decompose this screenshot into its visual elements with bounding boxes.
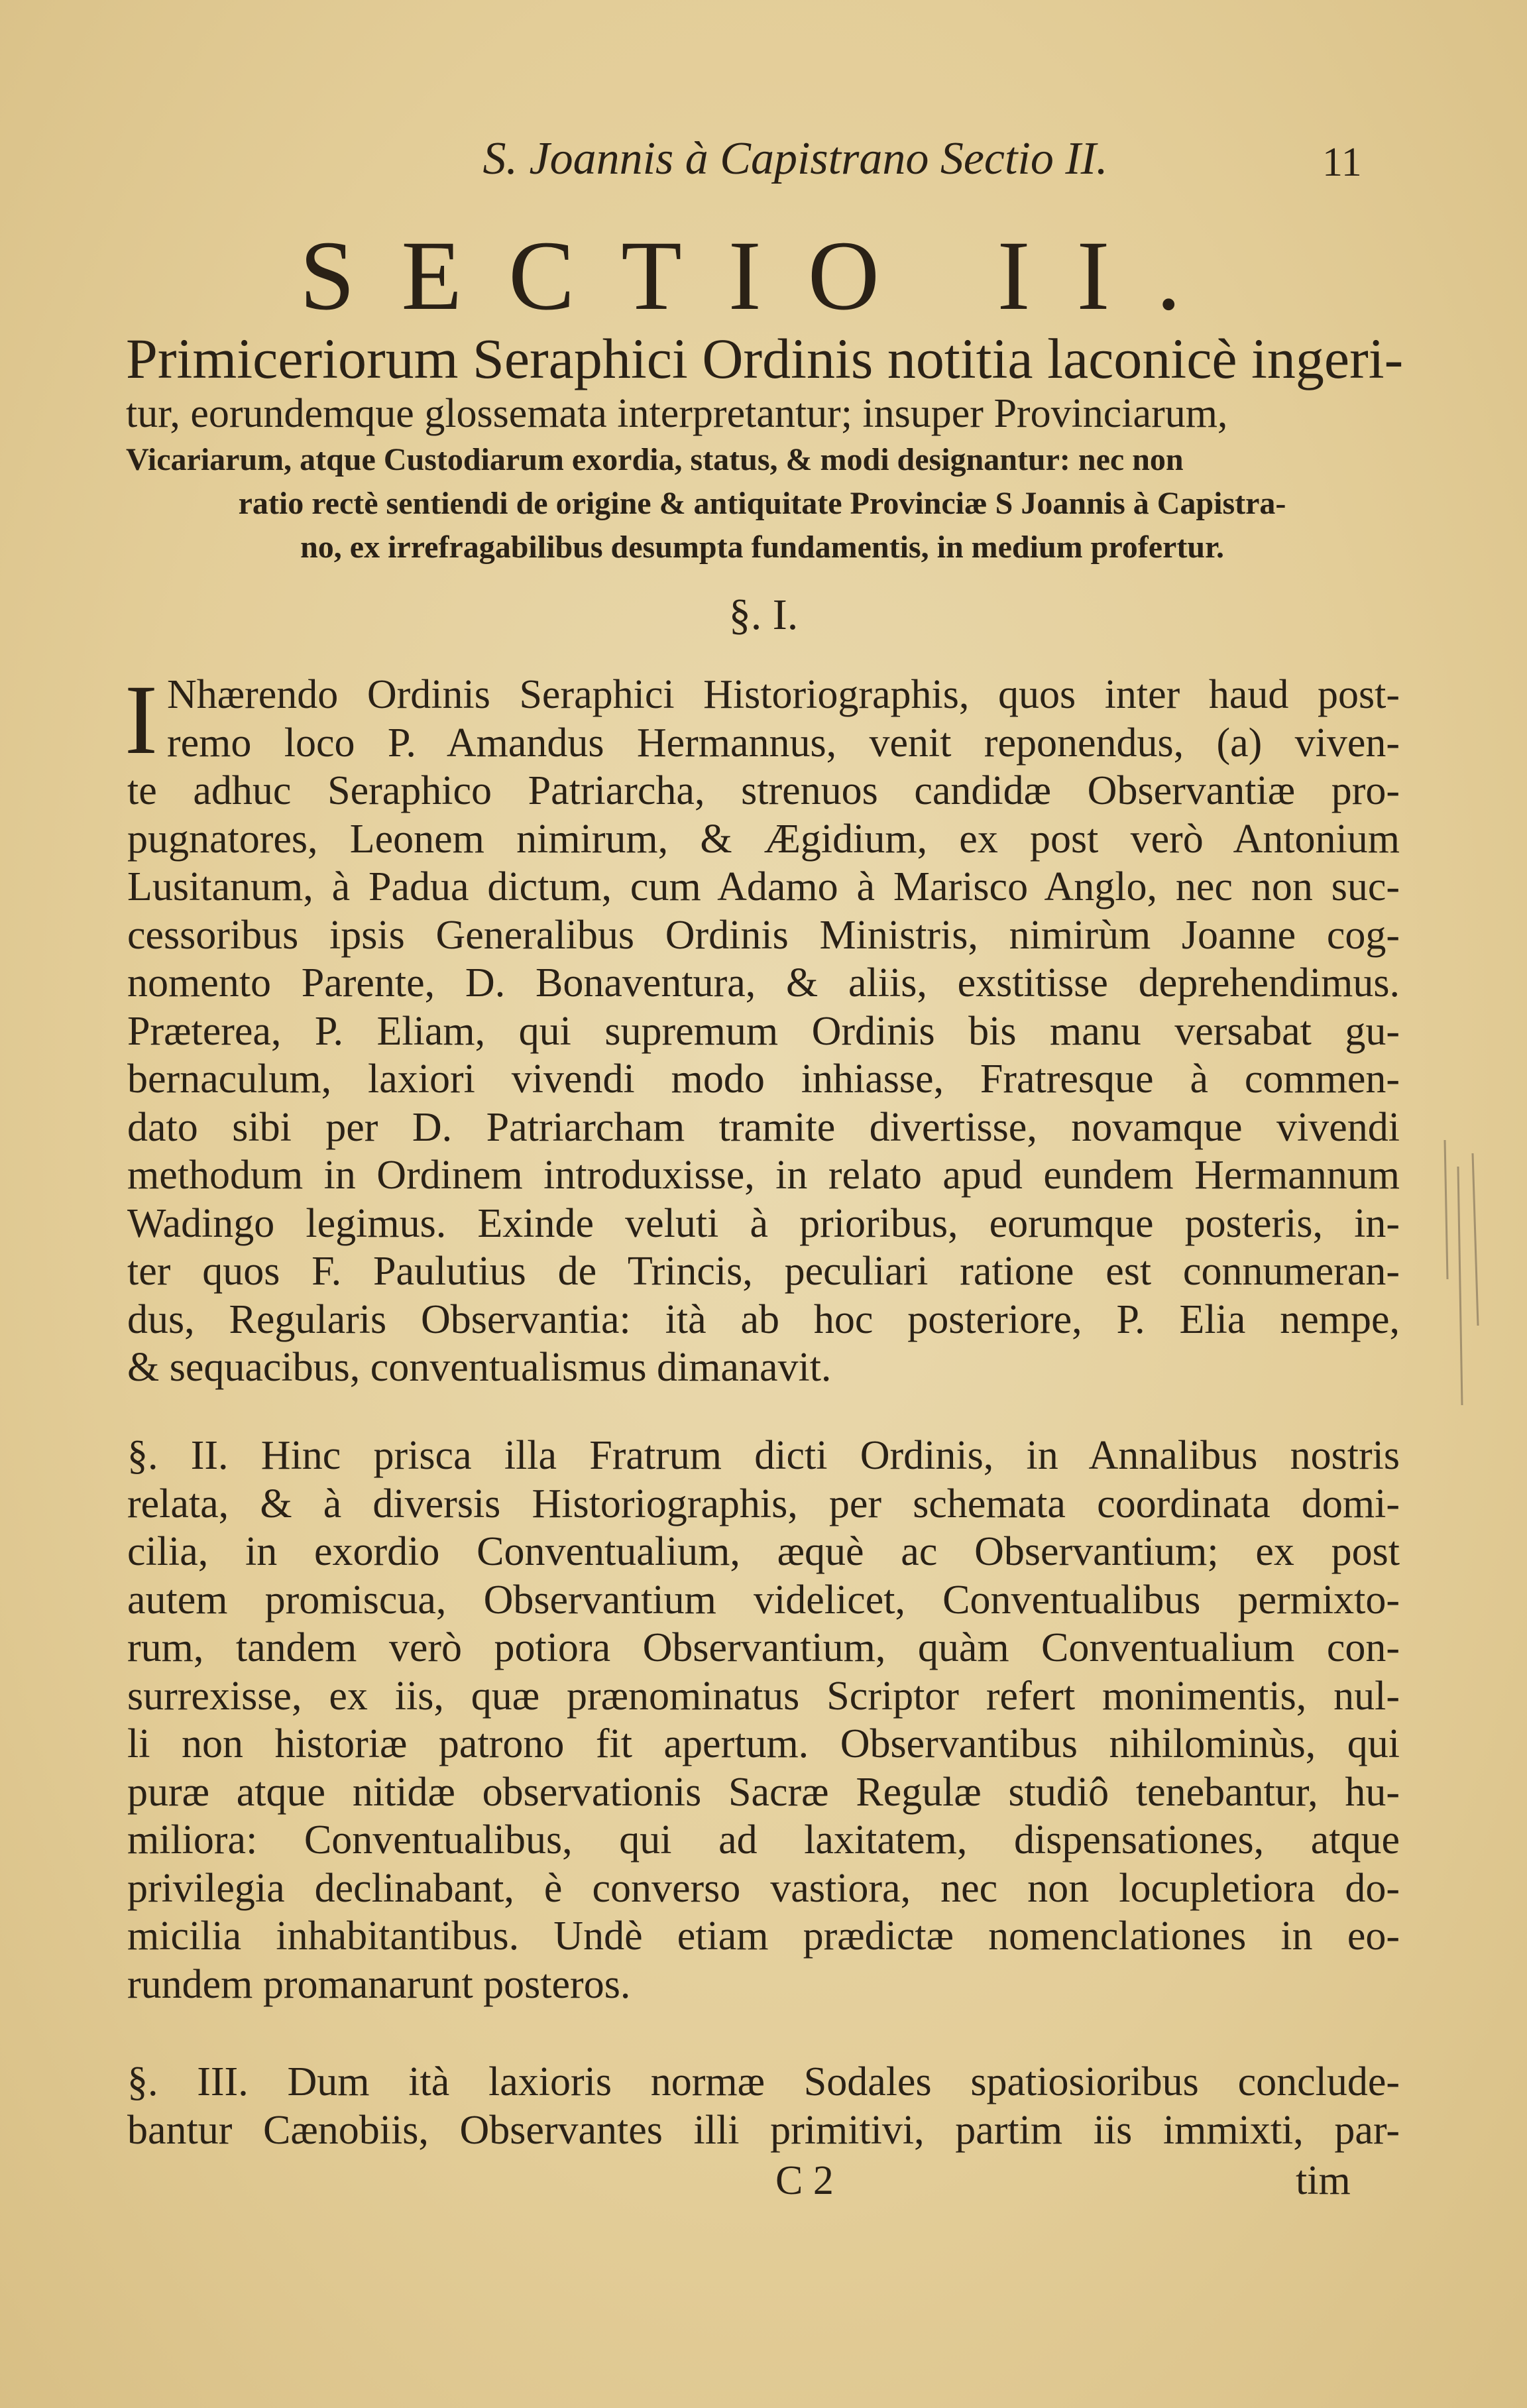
summary-line: Vicariarum, atque Custodiarum exordia, status, & modi designantur: nec non — [126, 442, 1184, 477]
running-head: S. Joannis à Capistrano Sectio II. — [482, 133, 1108, 184]
catchword: tim — [1296, 2158, 1351, 2203]
text-line: Nhærendo Ordinis Seraphici Historiographis, quos inter haud post- — [167, 672, 1400, 717]
text-line: §. III. Dum ità laxioris normæ Sodales spatiosioribus conclude- — [127, 2059, 1400, 2104]
summary-line: ratio rectè sentiendi de origine & antiquitate Provinciæ S Joannis à Capistra- — [238, 486, 1286, 521]
page-number: 11 — [1322, 140, 1362, 185]
paragraph-1 — [125, 665, 1400, 1392]
text-line: dus, Regularis Observantia: ità ab hoc posteriore, P. Elia nempe, — [127, 1296, 1400, 1342]
section-summary — [126, 327, 1404, 569]
summary-line: no, ex irrefragabilibus desumpta fundamentis, in medium profertur. — [300, 530, 1224, 565]
paragraph-mark: §. I. — [728, 591, 799, 639]
text-line: relata, & à diversis Historiographis, per schemata coordinata domi- — [127, 1481, 1400, 1526]
summary-line: tur, eorundemque glossemata interpretantur; insuper Provinciarum, — [126, 391, 1228, 436]
text-line: & sequacibus, conventualismus dimanavit. — [127, 1345, 832, 1390]
text-line: li non historiæ patrono fit apertum. Observantibus nihilominùs, qui — [127, 1721, 1400, 1766]
text-line: miliora: Conventualibus, qui ad laxitatem, dispensationes, atque — [127, 1817, 1400, 1863]
text-line: remo loco P. Amandus Hermannus, venit reponendus, (a) viven- — [167, 720, 1400, 766]
summary-line: Primiceriorum Seraphici Ordinis notitia laconicè ingeri- — [126, 327, 1404, 390]
text-line: dato sibi per D. Patriarcham tramite divertisse, novamque vivendi — [127, 1104, 1400, 1150]
text-line: te adhuc Seraphico Patriarcha, strenuos candidæ Observantiæ pro- — [127, 768, 1400, 813]
text-line: bernaculum, laxiori vivendi modo inhiasse, Fratresque à commen- — [127, 1057, 1400, 1102]
text-line: bantur Cænobiis, Observantes illi primitivi, partim iis immixti, par- — [127, 2107, 1400, 2153]
signature-mark: C 2 — [775, 2158, 834, 2203]
text-line: privilegia declinabant, è converso vastiora, nec non locupletiora do- — [127, 1865, 1400, 1911]
text-line: rundem promanarunt posteros. — [127, 1961, 631, 2007]
paragraph-2 — [127, 1432, 1400, 2008]
drop-capital: I — [125, 665, 158, 775]
text-line: methodum in Ordinem introduxisse, in relato apud eundem Hermannum — [127, 1153, 1400, 1198]
text-line: micilia inhabitantibus. Undè etiam prædictæ nomenclationes in eo- — [127, 1914, 1400, 1959]
section-title: SECTIO II. — [300, 221, 1227, 331]
text-line: Wadingo legimus. Exinde veluti à prioribus, eorumque posteris, in- — [127, 1200, 1400, 1246]
text-line: cilia, in exordio Conventualium, æquè ac Observantium; ex post — [127, 1529, 1400, 1574]
text-line: cessoribus ipsis Generalibus Ordinis Ministris, nimirùm Joanne cog- — [127, 912, 1400, 958]
text-line: pugnatores, Leonem nimirum, & Ægidium, ex post verò Antonium — [127, 816, 1400, 862]
text-line: nomento Parente, D. Bonaventura, & aliis, exstitisse deprehendimus. — [127, 960, 1400, 1005]
text-line: autem promiscua, Observantium videlicet, Conventualibus permixto- — [127, 1577, 1400, 1623]
text-line: surrexisse, ex iis, quæ prænominatus Scriptor refert monimentis, nul- — [127, 1673, 1400, 1719]
text-line: Lusitanum, à Padua dictum, cum Adamo à Marisco Anglo, nec non suc- — [127, 864, 1400, 909]
text-line: ter quos F. Paulutius de Trincis, peculiari ratione est connumeran- — [127, 1249, 1400, 1294]
text-line: rum, tandem verò potiora Observantium, quàm Conventualium con- — [127, 1625, 1400, 1670]
paragraph-3 — [127, 2058, 1400, 2154]
text-line: puræ atque nitidæ observationis Sacræ Regulæ studiô tenebantur, hu- — [127, 1769, 1400, 1815]
pencil-mark — [1438, 1127, 1485, 1412]
text-line: §. II. Hinc prisca illa Fratrum dicti Ordinis, in Annalibus nostris — [127, 1433, 1400, 1478]
text-line: Præterea, P. Eliam, qui supremum Ordinis bis manu versabat gu- — [127, 1008, 1400, 1054]
